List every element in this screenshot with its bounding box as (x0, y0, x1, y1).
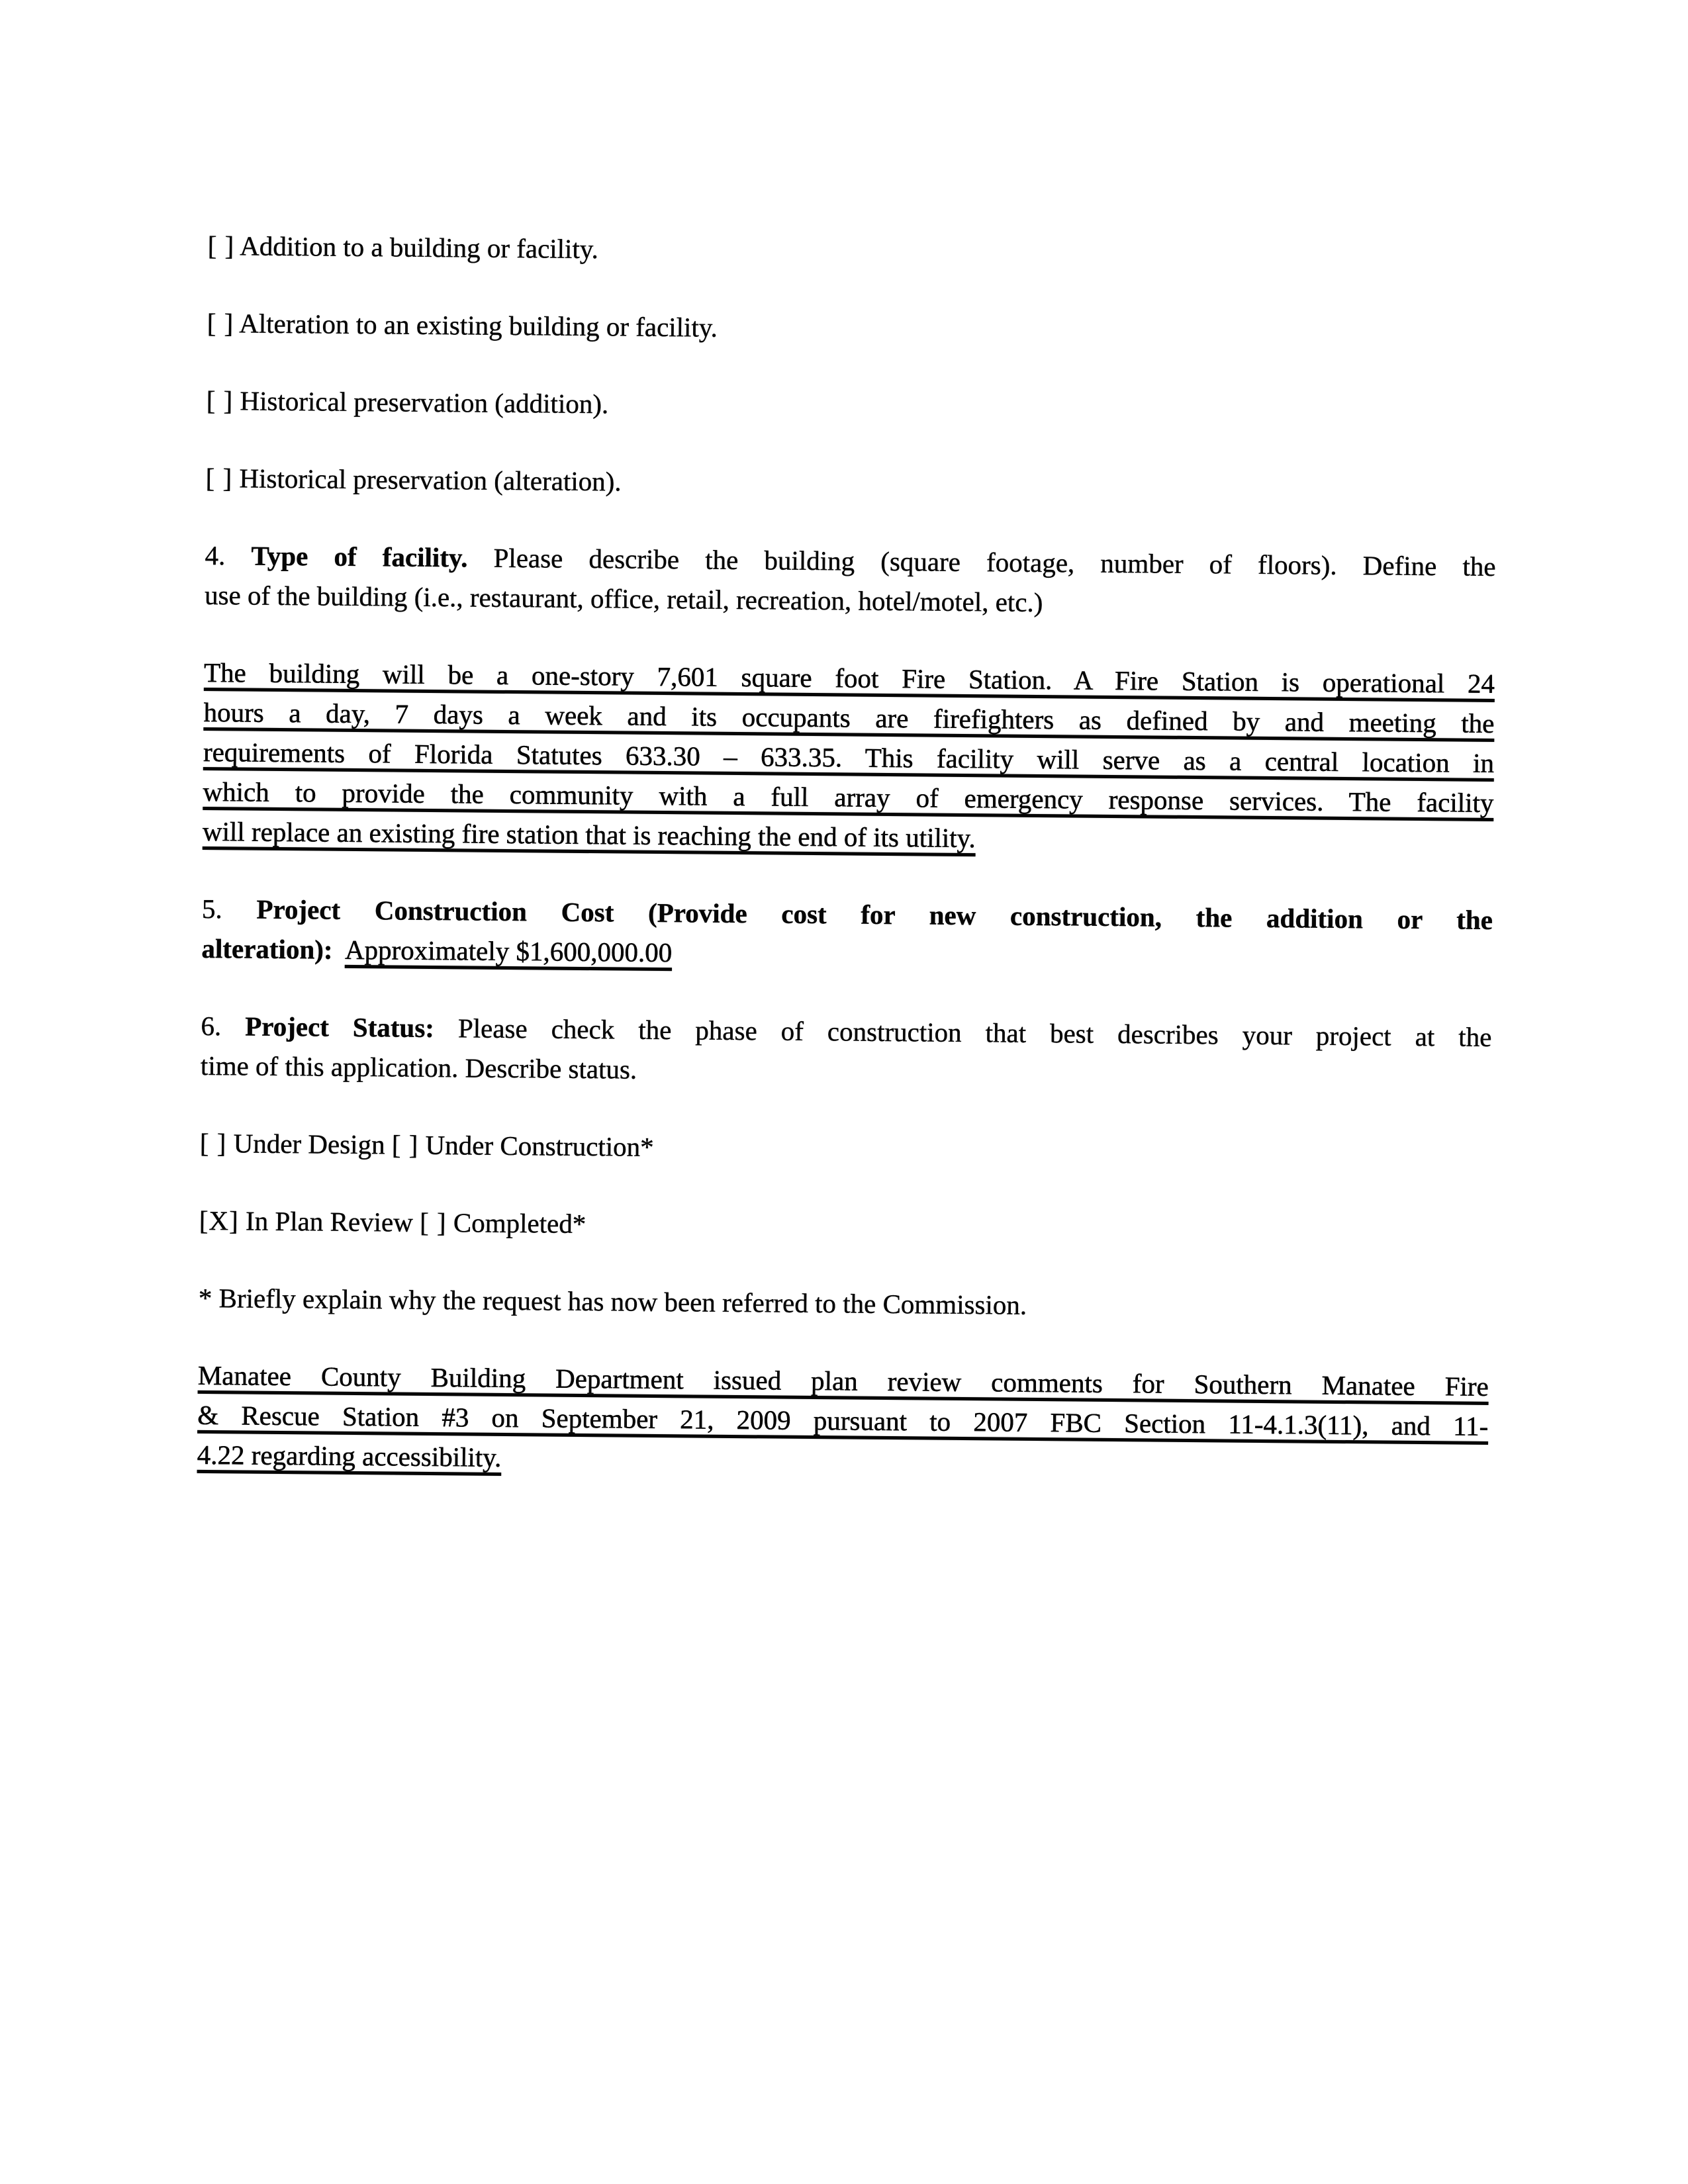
section-4-heading (205, 535, 1496, 626)
explanation-line: 4.22 regarding accessibility. (197, 1439, 502, 1473)
section-5-title-part-1: Project Construction Cost (Provide cost for new construction, the addition or the (256, 893, 1493, 935)
project-type-option-addition (207, 226, 1498, 277)
checkbox-checked-icon: [X] (199, 1205, 240, 1236)
checkbox-unchecked-icon: [ ] (207, 230, 235, 261)
form-content (197, 226, 1499, 1524)
section-6-prompt-part-1: Please check the phase of construction that best describes your project at the (457, 1013, 1492, 1052)
option-label: Addition to a building or facility. (240, 230, 599, 265)
section-5-number: 5. (201, 893, 222, 925)
status-option-label-in-plan-review: In Plan Review (245, 1205, 414, 1238)
checkbox-unchecked-icon: [ ] (391, 1129, 419, 1160)
option-label: Alteration to an existing building or facility. (239, 308, 718, 343)
section-6-heading (201, 1006, 1492, 1097)
status-options-row-1 (200, 1123, 1491, 1174)
checkbox-unchecked-icon: [ ] (199, 1127, 227, 1159)
checkbox-unchecked-icon: [ ] (207, 307, 234, 339)
status-footnote: * Briefly explain why the request has now been referred to the Commission. (198, 1282, 1027, 1320)
section-6-number: 6. (201, 1010, 222, 1042)
section-5-heading (201, 889, 1493, 979)
status-option-label-under-construction: Under Construction* (425, 1129, 654, 1162)
section-4-number: 4. (205, 539, 226, 571)
answer-line: hours a day, 7 days a week and its occupants are firefighters as defined by and meeting the (203, 696, 1495, 739)
answer-line: requirements of Florida Statutes 633.30 – 633.35. This facility will serve as a central location in (203, 736, 1495, 778)
referral-explanation (197, 1355, 1489, 1486)
explanation-line: & Rescue Station #3 on September 21, 2009 pursuant to 2007 FBC Section 11-4.1.3(11), and 11- (197, 1399, 1489, 1441)
answer-line: will replace an existing fire station that is reaching the end of its utility. (202, 815, 976, 854)
section-5-title-part-2: alteration): (201, 933, 333, 965)
construction-cost-value: Approximately $1,600,000.00 (344, 934, 673, 968)
answer-line: The building will be a one-story 7,601 square foot Fire Station. A Fire Station is operational 24 (203, 657, 1495, 699)
section-4-answer (203, 653, 1495, 862)
section-6-prompt-part-2: time of this application. Describe status. (200, 1050, 637, 1085)
checkbox-unchecked-icon: [ ] (419, 1206, 447, 1238)
project-type-option-historical-addition (206, 381, 1497, 432)
checkbox-unchecked-icon: [ ] (205, 462, 233, 494)
section-4-prompt-part-1: Please describe the building (square footage, number of floors). Define the (493, 542, 1496, 582)
section-4-title: Type of facility. (251, 540, 468, 573)
section-6-title: Project Status: (245, 1011, 435, 1044)
status-option-label-completed: Completed* (453, 1207, 586, 1240)
answer-line: which to provide the community with a full array of emergency response services. The facility (203, 776, 1494, 818)
option-label: Historical preservation (addition). (240, 385, 609, 420)
project-type-option-historical-alteration (205, 458, 1496, 509)
status-options-row-2 (199, 1201, 1490, 1251)
section-4-prompt-part-2: use of the building (i.e., restaurant, office, retail, recreation, hotel/motel, etc.) (204, 579, 1043, 618)
option-label: Historical preservation (alteration). (239, 463, 622, 497)
explanation-line: Manatee County Building Department issued plan review comments for Southern Manatee Fire (197, 1359, 1489, 1402)
checkbox-unchecked-icon: [ ] (206, 385, 234, 416)
project-type-option-alteration (207, 303, 1497, 354)
status-option-label-under-design: Under Design (233, 1128, 385, 1160)
